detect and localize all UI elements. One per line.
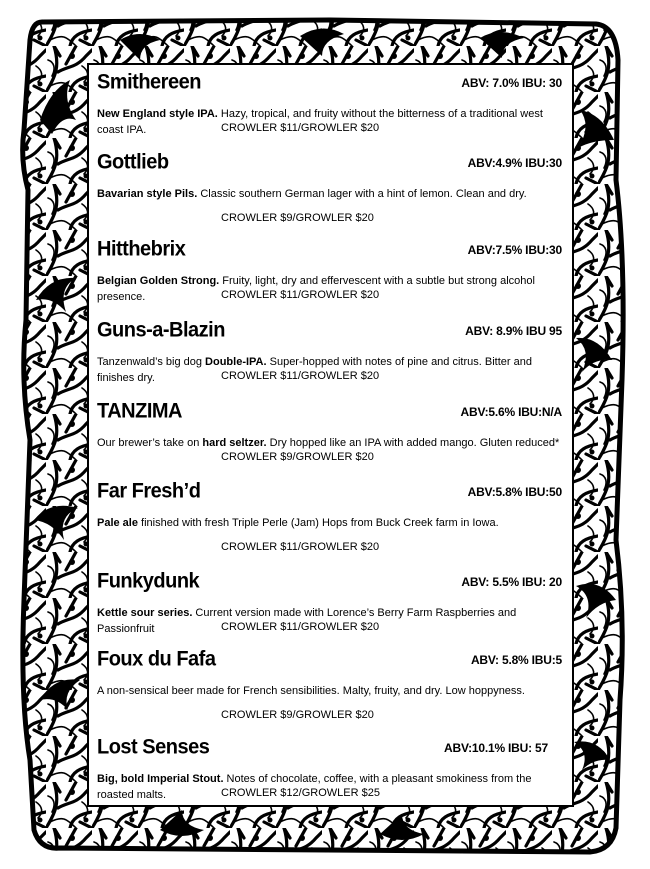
- beer-price: CROWLER $9/GROWLER $20: [221, 212, 374, 224]
- beer-price: CROWLER $11/GROWLER $20: [221, 541, 380, 553]
- beer-entry-foux-du-fafa: [89, 647, 572, 732]
- beer-notes: Hazy, tropical, and fruity without the bitterness of a traditional west coast IPA.: [97, 108, 543, 136]
- beer-style: Pale ale: [97, 517, 138, 529]
- beer-entry-smithereen: [89, 70, 572, 150]
- beer-stats: ABV:7.5% IBU:30: [467, 243, 562, 257]
- beer-description: [97, 683, 567, 699]
- beer-name: Hitthebrix: [97, 237, 186, 261]
- beer-stats: ABV:4.9% IBU:30: [467, 156, 562, 170]
- beer-name: Lost Senses: [97, 735, 210, 759]
- beer-style: hard seltzer.: [202, 437, 267, 449]
- beer-notes: Fruity, light, dry and effervescent with a subtle but strong alcohol presence.: [97, 275, 535, 303]
- beer-entry-tanzima: [89, 399, 572, 479]
- beer-notes: Dry hopped like an IPA with added mango. Gluten reduced*: [266, 437, 560, 449]
- beer-description: [97, 515, 567, 531]
- beer-stats: ABV:5.6% IBU:N/A: [460, 405, 562, 419]
- beer-style: New England style IPA.: [97, 108, 218, 120]
- beer-entry-lost-senses: [89, 735, 572, 805]
- beer-style: Big, bold Imperial Stout.: [97, 773, 224, 785]
- beer-intro: Tanzenwald’s big dog: [97, 356, 206, 368]
- beer-entry-hitthebrix: [89, 237, 572, 317]
- beer-stats: ABV:5.8% IBU:50: [467, 485, 562, 499]
- beer-entry-funkydunk: [89, 569, 572, 649]
- beer-description: [97, 435, 567, 451]
- beer-price: CROWLER $11/GROWLER $20: [221, 289, 380, 301]
- beer-price: CROWLER $11/GROWLER $20: [221, 621, 380, 633]
- beer-description: [97, 186, 567, 202]
- beer-stats: ABV: 5.5% IBU: 20: [461, 575, 562, 589]
- beer-style: Double-IPA.: [205, 356, 267, 368]
- beer-entry-far-freshd: [89, 479, 572, 569]
- beer-style: Kettle sour series.: [97, 607, 193, 619]
- beer-name: Funkydunk: [97, 569, 200, 593]
- beer-name: Gottlieb: [97, 150, 169, 174]
- beer-stats: ABV: 8.9% IBU 95: [465, 324, 562, 338]
- beer-intro: Our brewer’s take on: [97, 437, 203, 449]
- beer-price: CROWLER $11/GROWLER $20: [221, 370, 380, 382]
- beer-stats: ABV:10.1% IBU: 57: [444, 741, 548, 755]
- beer-style: Bavarian style Pils.: [97, 188, 198, 200]
- beer-price: CROWLER $11/GROWLER $20: [221, 122, 380, 134]
- beer-stats: ABV: 7.0% IBU: 30: [461, 76, 562, 90]
- beer-name: Far Fresh’d: [97, 479, 201, 503]
- beer-notes: finished with fresh Triple Perle (Jam) Hops from Buck Creek farm in Iowa.: [137, 517, 499, 529]
- beer-name: Foux du Fafa: [97, 647, 216, 671]
- beer-entry-gottlieb: [89, 150, 572, 230]
- beer-price: CROWLER $9/GROWLER $20: [221, 451, 374, 463]
- beer-price: CROWLER $9/GROWLER $20: [221, 709, 374, 721]
- beer-price: CROWLER $12/GROWLER $25: [221, 787, 380, 799]
- beer-name: TANZIMA: [97, 399, 182, 423]
- beer-style: Belgian Golden Strong.: [97, 275, 220, 287]
- beer-name: Guns-a-Blazin: [97, 318, 225, 342]
- beer-stats: ABV: 5.8% IBU:5: [470, 653, 562, 667]
- beer-notes: A non-sensical beer made for French sensibilities. Malty, fruity, and dry. Low hoppyness.: [97, 685, 525, 697]
- beer-entry-guns-a-blazin: [89, 318, 572, 398]
- beer-notes: Notes of chocolate, coffee, with a pleasant smokiness from the roasted malts.: [97, 773, 532, 801]
- beer-name: Smithereen: [97, 70, 201, 94]
- menu-panel: [87, 63, 574, 807]
- beer-notes: Super-hopped with notes of pine and citrus. Bitter and finishes dry.: [97, 356, 532, 384]
- beer-notes: Classic southern German lager with a hint of lemon. Clean and dry.: [197, 188, 527, 200]
- beer-notes: Current version made with Lorence’s Berry Farm Raspberries and Passionfruit: [97, 607, 517, 635]
